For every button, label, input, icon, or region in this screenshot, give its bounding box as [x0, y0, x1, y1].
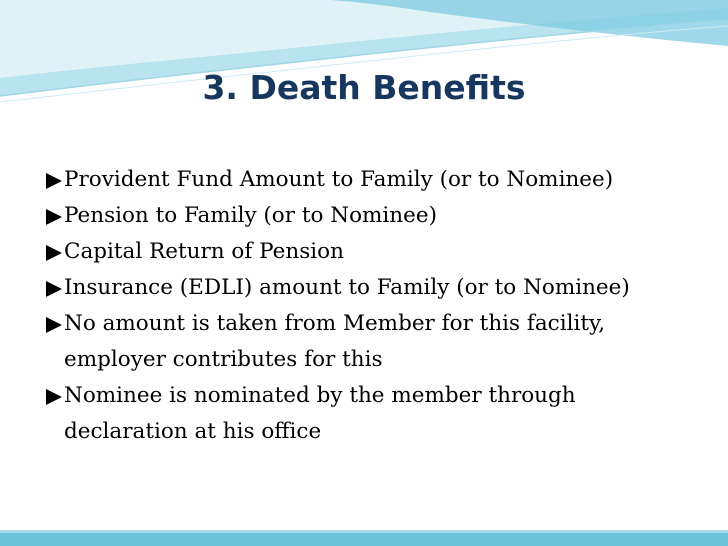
- bullet-arrow-icon: [46, 173, 62, 189]
- bullet-arrow-icon: [46, 389, 62, 405]
- bullet-text: Pension to Family (or to Nominee): [64, 203, 437, 228]
- bullet-arrow-icon: [46, 317, 62, 333]
- bullet-text: Capital Return of Pension: [64, 239, 344, 264]
- bullet-text: No amount is taken from Member for this facility, employer contributes for this: [64, 311, 606, 372]
- bullet-item-6: [2, 378, 624, 450]
- footer-bar-decoration: [0, 530, 728, 546]
- bullet-item-3: [2, 234, 722, 270]
- bullet-text: Nominee is nominated by the member through declaration at his office: [64, 383, 576, 444]
- bullet-arrow-icon: [46, 209, 62, 225]
- bullet-text: Insurance (EDLI) amount to Family (or to Nominee): [64, 275, 630, 300]
- bullet-item-2: [2, 198, 722, 234]
- slide-title: 3. Death Benefits: [202, 68, 526, 107]
- bullet-item-1: [2, 162, 722, 198]
- bullet-item-5: [2, 306, 624, 378]
- bullet-item-4: [2, 270, 722, 306]
- bullet-text: Provident Fund Amount to Family (or to Nominee): [64, 167, 614, 192]
- bullet-arrow-icon: [46, 245, 62, 261]
- bullet-arrow-icon: [46, 281, 62, 297]
- bullet-list: [2, 162, 722, 450]
